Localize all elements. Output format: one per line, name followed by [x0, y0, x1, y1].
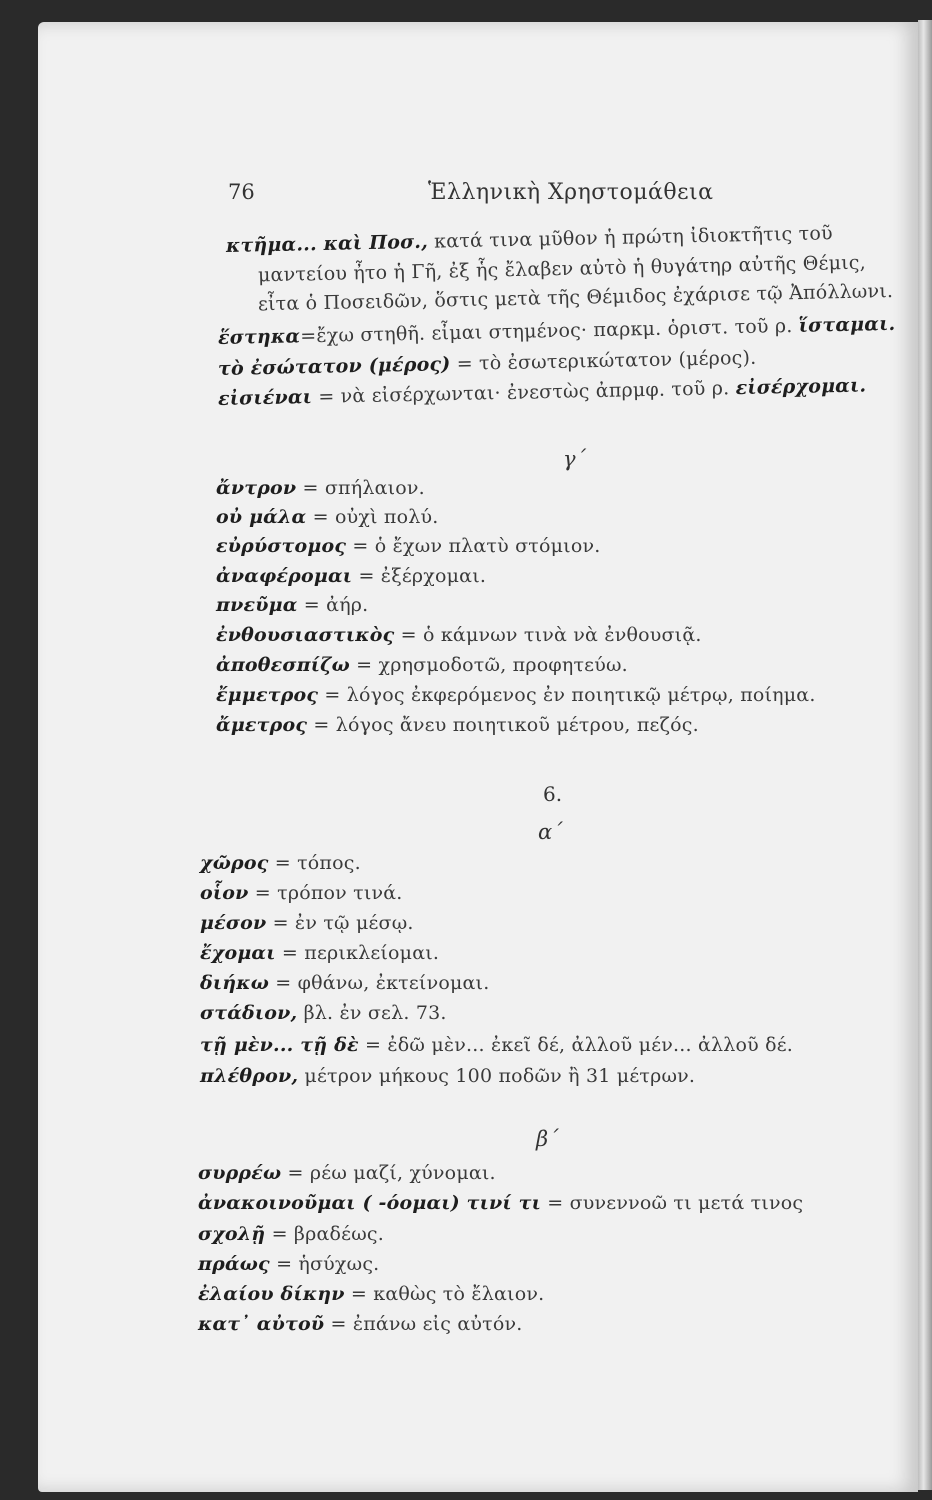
entry-lemma: διήκω — [200, 972, 270, 994]
entry-lemma: συρρέω — [198, 1162, 282, 1184]
entry-gloss: = συνεννοῶ τι μετά τινος — [541, 1192, 804, 1214]
entry-lemma: χῶρος — [200, 852, 269, 874]
entry-gloss: = ἐξέρχομαι. — [352, 565, 487, 587]
section-mark: γ΄ — [563, 447, 587, 471]
entry — [198, 1223, 384, 1245]
entry-lemma: ἔχομαι — [200, 942, 276, 964]
entry-gloss: = ἀήρ. — [297, 594, 369, 616]
entry-gloss: εἶτα ὁ Ποσειδῶν, ὅστις μετὰ τῆς Θέμιδος ἐχάρισε τῷ Ἀπόλλωνι. — [257, 280, 894, 316]
entry-lemma: πνεῦμα — [216, 594, 298, 616]
entry-lemma: ἐνθουσιαστικὸς — [216, 624, 395, 646]
entry-gloss: =ἔχω στηθῆ. εἶμαι στημένος· παρκμ. ὁριστ. τοῦ ρ. — [299, 314, 799, 348]
entry — [218, 374, 867, 410]
entry — [200, 1065, 695, 1087]
entry-gloss: = χρησμοδοτῶ, προφητεύω. — [349, 654, 628, 676]
entry-continuation — [226, 280, 894, 316]
entry-lemma: ἀποθεσπίζω — [216, 654, 350, 676]
page-number: 76 — [228, 180, 255, 204]
entry — [218, 313, 896, 349]
entry-lemma: πλέθρον, — [200, 1065, 299, 1087]
entry — [198, 1192, 803, 1214]
entry-lemma: σχολῇ — [198, 1223, 266, 1245]
entry-gloss: = οὐχὶ πολύ. — [306, 506, 439, 528]
entry — [198, 1283, 544, 1305]
entry-gloss: = τόπος. — [268, 852, 361, 874]
entry — [216, 714, 699, 736]
entry — [200, 972, 489, 994]
entry-gloss: = ρέω μαζί, χύνομαι. — [281, 1162, 496, 1184]
entry-lemma-secondary: εἰσέρχομαι. — [735, 374, 867, 400]
entry-gloss: = περικλείομαι. — [275, 942, 440, 964]
entry-lemma: τὸ ἐσώτατον (μέρος) — [217, 353, 451, 380]
entry — [216, 684, 816, 706]
section-number: 6. — [543, 782, 563, 806]
entry — [216, 624, 702, 646]
entry-lemma: εἰσιέναι — [217, 386, 313, 410]
entry-lemma: ἀναφέρομαι — [216, 565, 353, 587]
entry — [216, 654, 628, 676]
entry — [216, 535, 600, 557]
entry-lemma: ἀνακοινοῦμαι ( -όομαι) τινί τι — [198, 1192, 542, 1214]
entry-lemma: ἐλαίου δίκην — [198, 1283, 345, 1305]
entry-gloss: = βραδέως. — [265, 1223, 384, 1245]
entry-lemma: κατ᾽ αὐτοῦ — [198, 1313, 325, 1335]
entry — [198, 1162, 496, 1184]
book-spine — [918, 20, 932, 1490]
entry-lemma: ἕστηκα — [217, 325, 301, 349]
entry — [198, 1313, 523, 1335]
entry — [218, 347, 757, 380]
entry-lemma: κτῆμα... καὶ Ποσ., — [225, 230, 429, 257]
entry-gloss: = ἐπάνω εἰς αὐτόν. — [324, 1313, 523, 1335]
entry — [216, 565, 486, 587]
entry-lemma: πράως — [198, 1253, 270, 1275]
entry-lemma-secondary: ἵσταμαι. — [798, 312, 896, 337]
entry-gloss: = καθὼς τὸ ἔλαιον. — [344, 1283, 545, 1305]
entry-lemma: τῇ μὲν... τῇ δὲ — [200, 1034, 359, 1056]
entry-gloss: = λόγος ἄνευ ποιητικοῦ μέτρου, πεζός. — [307, 714, 699, 736]
entry — [200, 1034, 793, 1056]
entry-gloss: = ἐδῶ μὲν... ἐκεῖ δέ, ἀλλοῦ μέν... ἀλλοῦ δέ. — [358, 1034, 794, 1056]
entry-gloss: = ἐν τῷ μέσῳ. — [266, 912, 414, 934]
entry — [200, 852, 361, 874]
entry — [198, 1253, 379, 1275]
entry-lemma: μέσον — [200, 912, 267, 934]
entry-lemma: στάδιον, — [200, 1002, 298, 1024]
entry-gloss: = τὸ ἐσωτερικώτατον (μέρος). — [450, 346, 757, 376]
entry — [200, 1002, 447, 1024]
section-mark: β΄ — [536, 1127, 559, 1151]
entry-lemma: ἔμμετρος — [216, 684, 319, 706]
entry-lemma: εὐρύστομος — [216, 535, 347, 557]
entry — [200, 942, 439, 964]
entry — [226, 222, 833, 257]
entry-gloss: μέτρον μήκους 100 ποδῶν ἢ 31 μέτρων. — [298, 1065, 696, 1087]
entry-gloss: = τρόπον τινά. — [248, 882, 403, 904]
entry — [216, 594, 368, 616]
entry-gloss: βλ. ἐν σελ. 73. — [297, 1002, 447, 1024]
entry-gloss: = ἡσύχως. — [269, 1253, 380, 1275]
entry-lemma: ἄμετρος — [216, 714, 308, 736]
section-mark: α΄ — [538, 820, 563, 844]
entry — [216, 506, 439, 528]
entry — [216, 477, 425, 499]
entry-lemma: οἷον — [200, 882, 249, 904]
entry-gloss: = ὁ ἔχων πλατὺ στόμιον. — [346, 535, 601, 557]
entry — [200, 882, 403, 904]
entry-lemma: οὐ μάλα — [216, 506, 307, 528]
entry-lemma: ἄντρον — [216, 477, 297, 499]
entry-gloss: = φθάνω, ἐκτείνομαι. — [269, 972, 490, 994]
entry-gloss: = ὁ κάμνων τινὰ νὰ ἐνθουσιᾷ. — [394, 624, 702, 646]
entry-gloss: κατά τινα μῦθον ἡ πρώτη ἰδιοκτῆτις τοῦ — [427, 222, 833, 253]
entry-gloss: = σπήλαιον. — [296, 477, 425, 499]
entry-gloss: = νὰ εἰσέρχωνται· ἐνεστὼς ἀπρμφ. τοῦ ρ. — [311, 377, 736, 409]
page-header — [38, 180, 918, 220]
entry — [200, 912, 414, 934]
book-page — [38, 22, 918, 1492]
entry-gloss: μαντείου ἦτο ἡ Γῆ, ἐξ ἧς ἔλαβεν αὐτὸ ἡ θυγάτηρ αὐτῆς Θέμις, — [257, 251, 867, 287]
running-title: Ἑλληνικὴ Χρηστομάθεια — [428, 180, 714, 205]
entry-gloss: = λόγος ἐκφερόμενος ἐν ποιητικῷ μέτρῳ, ποίημα. — [318, 684, 816, 706]
